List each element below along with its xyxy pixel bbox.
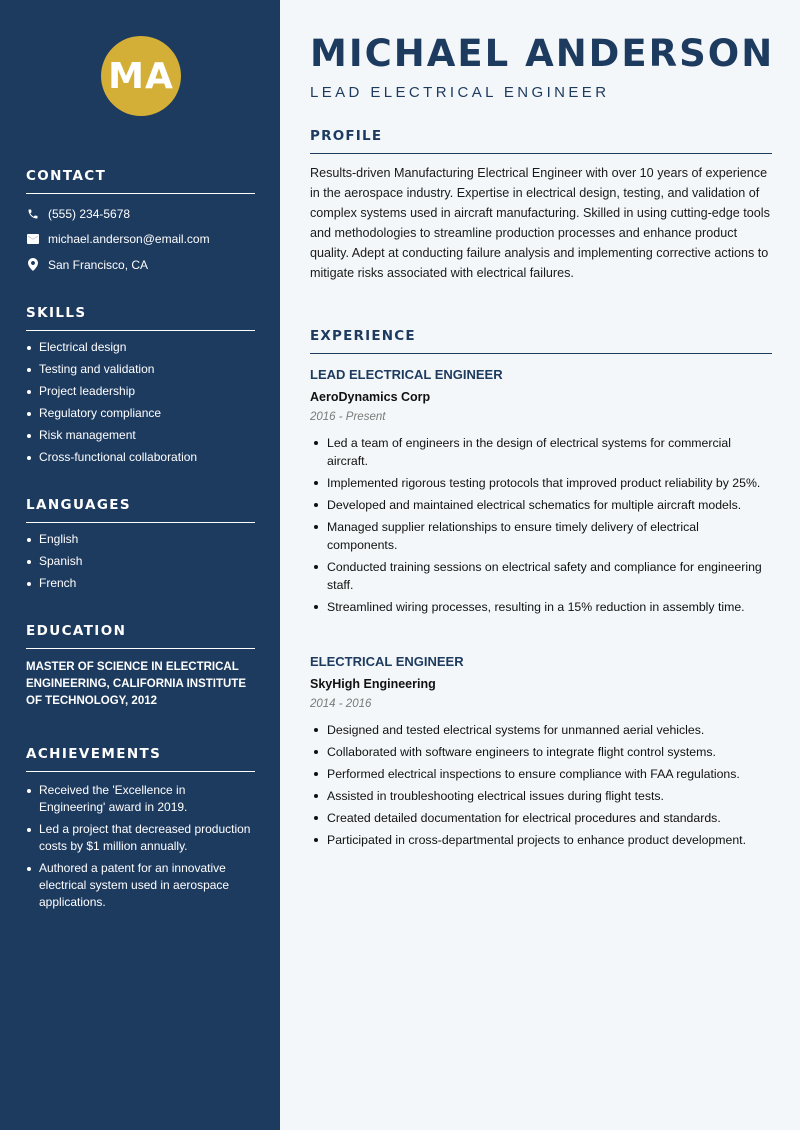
- education-heading: EDUCATION: [26, 623, 255, 649]
- contact-phone[interactable]: [26, 201, 255, 227]
- job-dates: 2014 - 2016: [310, 698, 372, 710]
- job-bullet: Participated in cross-departmental projects to enhance product development.: [310, 831, 772, 849]
- job-bullet: Streamlined wiring processes, resulting in a 15% reduction in assembly time.: [310, 598, 772, 616]
- skill-item: Cross-functional collaboration: [26, 449, 255, 466]
- candidate-title: LEAD ELECTRICAL ENGINEER: [310, 84, 610, 101]
- achievements-section: [26, 746, 255, 916]
- education-section: [26, 623, 255, 710]
- job-entry: [310, 366, 772, 620]
- contact-section: [26, 168, 255, 278]
- language-item: French: [26, 575, 255, 592]
- language-item: English: [26, 531, 255, 548]
- skill-item: Electrical design: [26, 339, 255, 356]
- achievements-list: [26, 782, 255, 911]
- location-pin-icon: [26, 258, 40, 272]
- job-bullet: Conducted training sessions on electrical safety and compliance for engineering staff.: [310, 558, 772, 594]
- email-text: michael.anderson@email.com: [48, 232, 210, 247]
- job-bullet: Designed and tested electrical systems for unmanned aerial vehicles.: [310, 721, 772, 739]
- skill-item: Testing and validation: [26, 361, 255, 378]
- job-company: SkyHigh Engineering: [310, 677, 436, 691]
- job-bullet: Led a team of engineers in the design of electrical systems for commercial aircraft.: [310, 434, 772, 470]
- skill-item: Risk management: [26, 427, 255, 444]
- achievement-item: Authored a patent for an innovative electrical system used in aerospace applications.: [26, 860, 255, 911]
- languages-list: [26, 531, 255, 592]
- contact-heading: CONTACT: [26, 168, 255, 194]
- job-title: ELECTRICAL ENGINEER: [310, 654, 464, 669]
- language-item: Spanish: [26, 553, 255, 570]
- sidebar: [0, 0, 280, 1130]
- job-bullet: Implemented rigorous testing protocols that improved product reliability by 25%.: [310, 474, 772, 492]
- experience-heading: EXPERIENCE: [310, 328, 772, 354]
- skills-section: [26, 305, 255, 471]
- job-entry: [310, 653, 772, 853]
- achievement-item: Received the 'Excellence in Engineering' award in 2019.: [26, 782, 255, 816]
- skill-item: Regulatory compliance: [26, 405, 255, 422]
- contact-email[interactable]: [26, 227, 255, 253]
- job-bullet: Managed supplier relationships to ensure timely delivery of electrical components.: [310, 518, 772, 554]
- avatar: MA: [101, 36, 181, 116]
- job-bullet: Developed and maintained electrical schematics for multiple aircraft models.: [310, 496, 772, 514]
- job-title: LEAD ELECTRICAL ENGINEER: [310, 367, 503, 382]
- phone-text: (555) 234-5678: [48, 206, 131, 221]
- skills-heading: SKILLS: [26, 305, 255, 331]
- email-icon: [26, 232, 40, 246]
- profile-heading: PROFILE: [310, 128, 772, 154]
- contact-location: [26, 252, 255, 278]
- job-dates: 2016 - Present: [310, 411, 386, 423]
- candidate-name: MICHAEL ANDERSON: [310, 32, 775, 75]
- phone-icon: [26, 207, 40, 221]
- job-bullets: [310, 721, 772, 849]
- job-bullets: [310, 434, 772, 616]
- education-degree: MASTER OF SCIENCE IN ELECTRICAL ENGINEERING, CALIFORNIA INSTITUTE OF TECHNOLOGY, 2012: [26, 661, 246, 707]
- skills-list: [26, 339, 255, 466]
- languages-heading: LANGUAGES: [26, 497, 255, 523]
- skill-item: Project leadership: [26, 383, 255, 400]
- job-bullet: Performed electrical inspections to ensure compliance with FAA regulations.: [310, 765, 772, 783]
- job-bullet: Created detailed documentation for electrical procedures and standards.: [310, 809, 772, 827]
- languages-section: [26, 497, 255, 597]
- location-text: San Francisco, CA: [48, 257, 149, 272]
- profile-text: Results-driven Manufacturing Electrical Engineer with over 10 years of experience in the aerospace industry. Expertise in electrical design, testing, and validation of complex systems used in aircraft manufacturing. Skilled in using cutting-edge tools and methodologies to streamline production processes and enhance product quality. Adept at conducting failure analysis and implementing corrective actions to mitigate risks associated with electrical failures.: [310, 166, 770, 281]
- job-bullet: Assisted in troubleshooting electrical issues during flight tests.: [310, 787, 772, 805]
- achievements-heading: ACHIEVEMENTS: [26, 746, 255, 772]
- achievement-item: Led a project that decreased production costs by $1 million annually.: [26, 821, 255, 855]
- job-company: AeroDynamics Corp: [310, 390, 431, 404]
- job-bullet: Collaborated with software engineers to integrate flight control systems.: [310, 743, 772, 761]
